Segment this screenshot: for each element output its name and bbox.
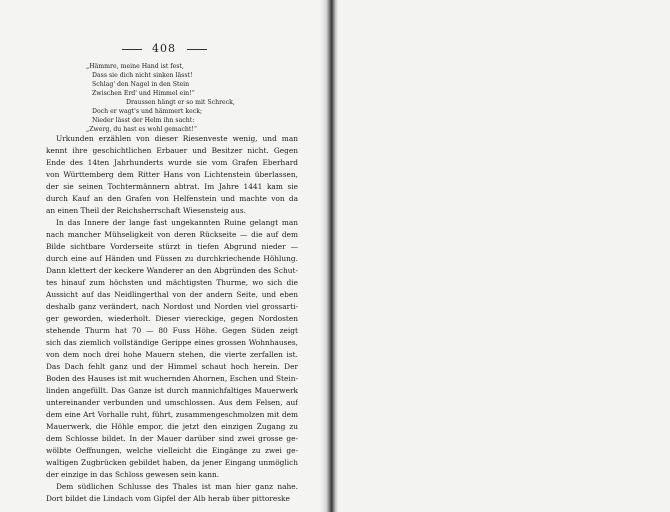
text-line: der sie seinen Tochtermännern abtrat. Im Jahre 1441 kam sie [46, 182, 298, 191]
poem-line: Nieder lässt der Helm ihn sacht: [92, 117, 195, 124]
text-line: tes hinauf zum höchsten und mächtigsten Thurme, wo sich die [46, 278, 298, 287]
body-text [46, 133, 298, 505]
header-rule-right [187, 49, 207, 50]
text-line: Dort bildet die Lindach vom Gipfel der Alb herab über pittoreske [46, 494, 290, 503]
text-line: der einzige in das Schloss gewesen sein kann. [46, 470, 220, 479]
right-page-blank [338, 0, 670, 512]
text-line: wölbte Oeffnungen, welche vielleicht die Eingänge zu zwei ge- [46, 446, 298, 455]
header-rule-left [122, 49, 142, 50]
poem-line: Zwischen Erd' und Himmel ein!“ [92, 90, 195, 97]
text-line: Dem südlichen Schlusse des Thales ist man hier ganz nahe. [56, 482, 298, 491]
text-line: dem Schlosse bildet. In der Mauer darüber sind zwei grosse ge- [46, 434, 298, 443]
text-line: kennt ihre geschichtlichen Erbauer und Besitzer nicht. Gegen [46, 146, 298, 155]
text-line: deshalb ganz verändert, nach Nordost und Norden viel grossarti- [46, 302, 298, 311]
poem-line: „Zwerg, du hast es wohl gemacht!“ [86, 126, 198, 133]
text-line: Dann klettert der keckere Wanderer an den Abgründen des Schut- [46, 266, 298, 275]
text-line: stehende Thurm hat 70 — 80 Fuss Höhe. Gegen Süden zeigt [46, 326, 298, 335]
poem-line: „Hämmre, meine Hand ist fest, [86, 63, 184, 70]
poem-line: Dass sie dich nicht sinken lässt! [92, 72, 193, 79]
book-gutter [320, 0, 338, 512]
text-line: an einen Theil der Reichsherrschaft Wiesensteig aus. [46, 206, 246, 215]
poem-block [86, 62, 286, 134]
text-line: nach mancher Mühseligkeit von deren Rückseite — die auf dem [46, 230, 298, 239]
text-line: Das Dach fehlt ganz und der Himmel schaut hoch herein. Der [46, 362, 298, 371]
text-line: untereinander verbunden und umschlossen. Aus dem Felsen, auf [46, 398, 298, 407]
text-line: linden angefüllt. Das Ganze ist durch mannichfaltiges Mauerwerk [46, 386, 298, 395]
text-line: Bilde sichtbare Vorderseite stürzt in tiefen Abgrund nieder — [46, 242, 298, 251]
text-line: In das Innere der lange fast ungekannten Ruine gelangt man [56, 218, 298, 227]
page-number: 408 [152, 42, 176, 55]
text-line: von Württemberg dem Ritter Hans von Lichtenstein überlassen, [46, 170, 298, 179]
text-line: Mauerwerk, die Höhle empor, die jetzt den einzigen Zugang zu [46, 422, 298, 431]
text-line: dem eine Art Vorhalle ruht, führt, zusammengeschmolzen mit dem [46, 410, 298, 419]
text-line: durch Kauf an den Grafen von Helfenstein und machte von da [46, 194, 298, 203]
text-line: Boden des Hauses ist mit wuchernden Ahornen, Eschen und Stein- [46, 374, 298, 383]
text-line: Ende des 14ten Jahrhunderts wurde sie vom Grafen Eberhard [46, 158, 298, 167]
text-line: waltigen Zugbrücken gebildet haben, da jener Eingang unmöglich [46, 458, 298, 467]
poem-line: Draussen hängt er so mit Schreck, [126, 99, 235, 106]
text-line: ger geworden, wiederholt. Dieser viereckige, gegen Nordosten [46, 314, 298, 323]
left-page [0, 0, 328, 512]
text-line: sich das ziemlich vollständige Gerippe eines grossen Wohnhauses, [46, 338, 298, 347]
text-line: durch eine auf Händen und Füssen zu durchkriechende Höhlung. [46, 254, 298, 263]
poem-line: Schlag' den Nagel in den Stein [92, 81, 190, 88]
page-header [0, 42, 328, 55]
text-line: Urkunden erzählen von dieser Riesenveste wenig, und man [56, 134, 298, 143]
text-line: von dem noch drei hohe Mauern stehen, die vierte zerfallen ist. [46, 350, 298, 359]
text-line: Aussicht auf das Neidlingerthal von der andern Seite, und eben [46, 290, 298, 299]
poem-line: Doch er wagt's und hämmert keck; [92, 108, 203, 115]
